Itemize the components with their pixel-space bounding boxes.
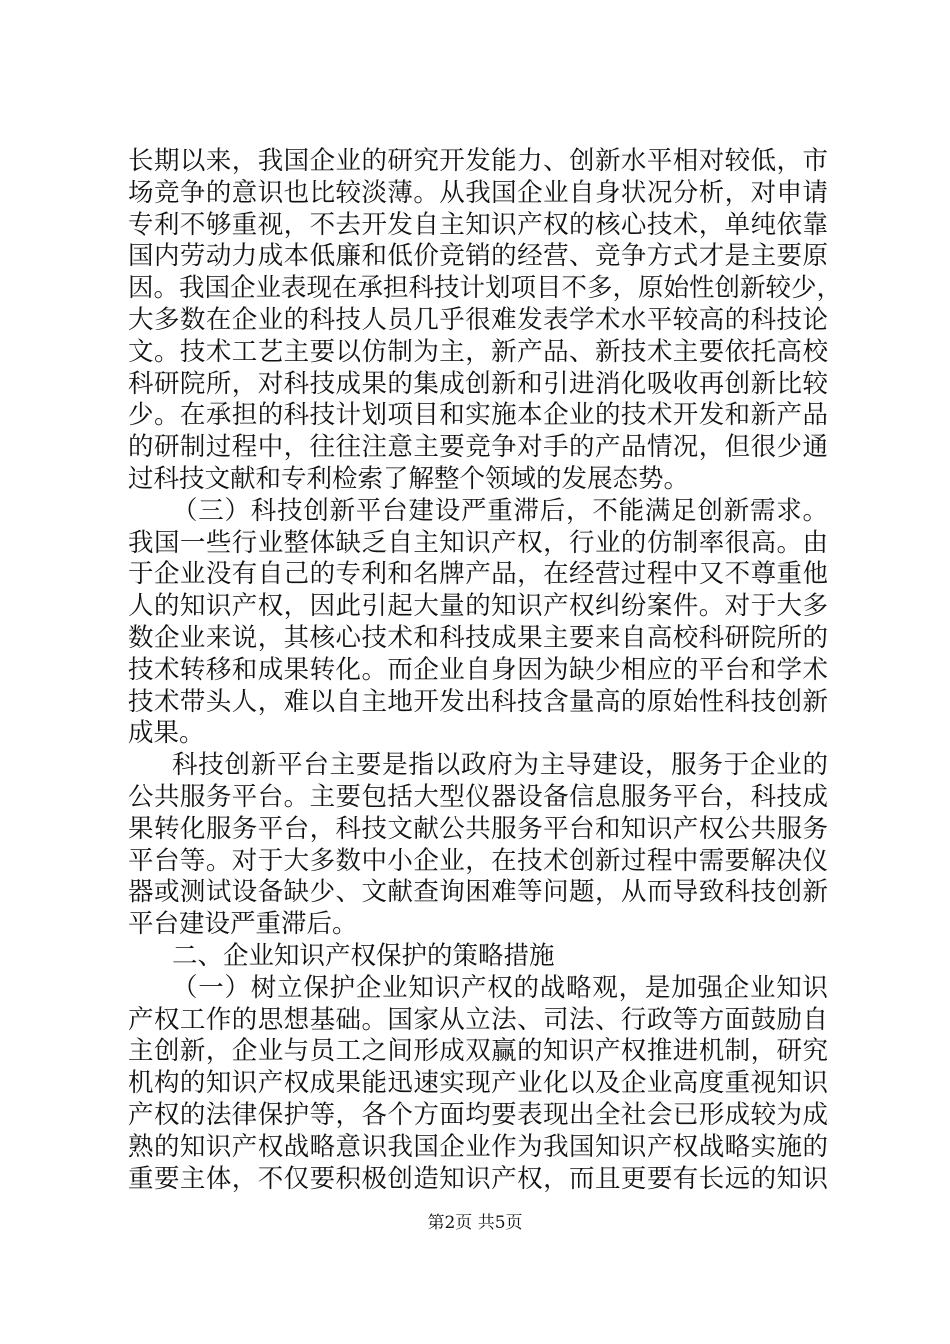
text-line: 的研制过程中，往往注意主要竞争对手的产品情况，但很少通 [128, 432, 828, 463]
document-body [128, 146, 843, 1195]
text-line: 因。我国企业表现在承担科技计划项目不多，原始性创新较少， [128, 273, 843, 304]
text-line: 文。技术工艺主要以仿制为主，新产品、新技术主要依托高校 [128, 336, 828, 367]
text-line: 场竞争的意识也比较淡薄。从我国企业自身状况分析，对申请 [128, 177, 828, 208]
text-line: 平台等。对于大多数中小企业，在技术创新过程中需要解决仪 [128, 845, 828, 876]
text-line: 科研院所，对科技成果的集成创新和引进消化吸收再创新比较 [128, 368, 828, 399]
text-line: 平台建设严重滞后。 [128, 909, 358, 940]
text-line: 技术转移和成果转化。而企业自身因为缺少相应的平台和学术 [128, 654, 828, 685]
text-line: 熟的知识产权战略意识我国企业作为我国知识产权战略实施的 [128, 1131, 828, 1162]
text-line: 人的知识产权，因此引起大量的知识产权纠纷案件。对于大多 [128, 591, 828, 622]
section-heading-1: （一）树立保护企业知识产权的战略观，是加强企业知识 [172, 972, 828, 1003]
text-line: 主创新，企业与员工之间形成双赢的知识产权推进机制，研究 [128, 1036, 828, 1067]
text-line: 长期以来，我国企业的研究开发能力、创新水平相对较低，市 [128, 146, 828, 176]
text-line: 重要主体，不仅要积极创造知识产权，而且更要有长远的知识 [128, 1163, 828, 1194]
text-line: 国内劳动力成本低廉和低价竞销的经营、竞争方式才是主要原 [128, 241, 828, 272]
section-heading-2: 二、企业知识产权保护的策略措施 [172, 940, 555, 971]
text-line: 少。在承担的科技计划项目和实施本企业的技术开发和新产品 [128, 400, 828, 431]
text-line: 大多数在企业的科技人员几乎很难发表学术水平较高的科技论 [128, 304, 828, 335]
text-line: 机构的知识产权成果能迅速实现产业化以及企业高度重视知识 [128, 1068, 828, 1099]
text-line: 成果。 [128, 718, 205, 749]
text-line: 我国一些行业整体缺乏自主知识产权，行业的仿制率很高。由 [128, 527, 828, 558]
text-line: 产权的法律保护等，各个方面均要表现出全社会已形成较为成 [128, 1099, 828, 1130]
text-line: 专利不够重视，不去开发自主知识产权的核心技术，单纯依靠 [128, 209, 828, 240]
text-line: 技术带头人，难以自主地开发出科技含量高的原始性科技创新 [128, 686, 828, 717]
text-line: 器或测试设备缺少、文献查询困难等问题，从而导致科技创新 [128, 877, 828, 908]
text-line: 公共服务平台。主要包括大型仪器设备信息服务平台，科技成 [128, 781, 828, 812]
text-line: 过科技文献和专利检索了解整个领域的发展态势。 [128, 463, 690, 494]
page-footer: 第2页 共5页 [427, 1213, 523, 1233]
text-line: 数企业来说，其核心技术和科技成果主要来自高校科研院所的 [128, 622, 828, 653]
text-line: 产权工作的思想基础。国家从立法、司法、行政等方面鼓励自 [128, 1004, 828, 1035]
section-heading-3: （三）科技创新平台建设严重滞后，不能满足创新需求。 [172, 495, 828, 526]
text-line: 科技创新平台主要是指以政府为主导建设，服务于企业的 [172, 750, 828, 781]
text-line: 于企业没有自己的专利和名牌产品，在经营过程中又不尊重他 [128, 559, 828, 590]
text-line: 果转化服务平台，科技文献公共服务平台和知识产权公共服务 [128, 813, 828, 844]
